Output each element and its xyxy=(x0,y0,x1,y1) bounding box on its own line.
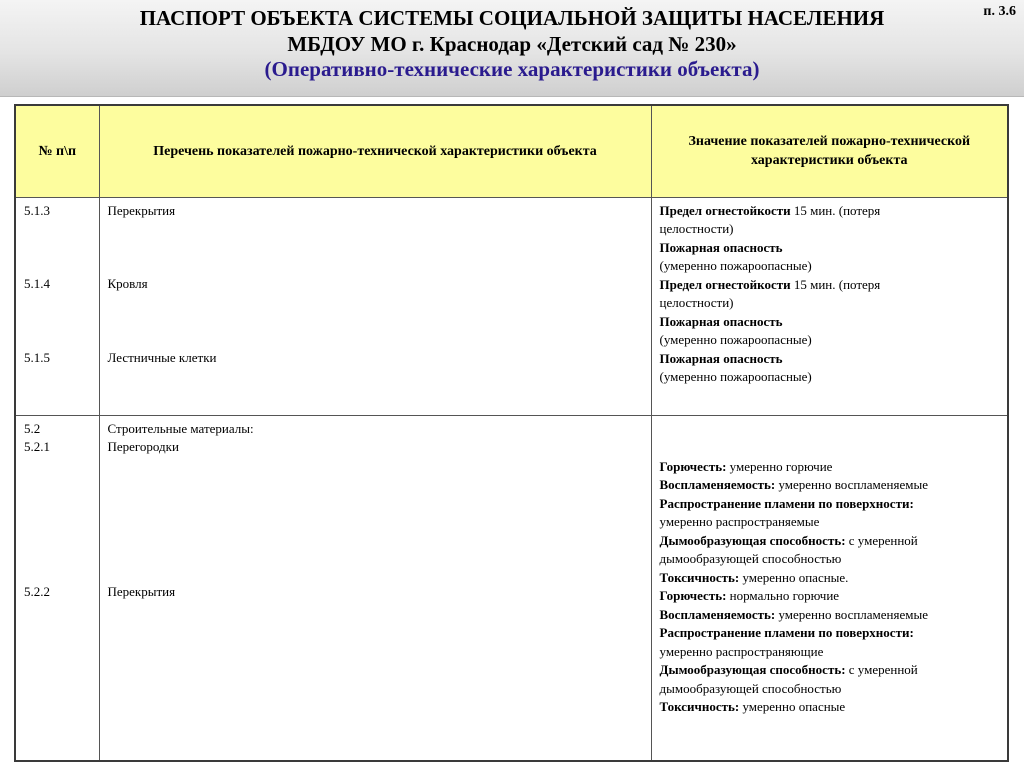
value-line xyxy=(660,532,1000,551)
value-line xyxy=(660,458,1000,477)
value-text: 15 мин. (потеря xyxy=(790,202,881,218)
characteristics-table xyxy=(14,104,1009,762)
slide-header xyxy=(0,0,1024,97)
value-text: умеренно опасные. xyxy=(739,569,849,585)
value-label: Пожарная опасность xyxy=(659,239,783,255)
indicator-name: Перекрытия xyxy=(107,202,176,218)
row-number: 5.1.4 xyxy=(24,276,50,291)
row-indicators-cell xyxy=(99,415,651,761)
value-label: Предел огнестойкости xyxy=(659,202,791,218)
value-text: умеренно воспламеняемые xyxy=(775,606,928,622)
indicator-name: Перегородки xyxy=(107,439,179,454)
organization-name: МБДОУ МО г. Краснодар «Детский сад № 230» xyxy=(287,32,737,56)
value-label: Распространение пламени по поверхности: xyxy=(659,495,914,511)
value-line xyxy=(660,202,1000,221)
col-header-indicator: Перечень показателей пожарно-технической характеристики объекта xyxy=(99,105,651,197)
row-number: 5.1.5 xyxy=(24,349,50,365)
row-number: 5.2.2 xyxy=(24,583,50,599)
value-text: с умеренной xyxy=(845,532,918,548)
row-number: 5.2 xyxy=(24,420,41,436)
col-header-number: № п\п xyxy=(15,105,99,197)
value-label: Дымообразующая способность: xyxy=(659,662,846,677)
value-text: 15 мин. (потеря xyxy=(790,276,881,292)
value-line: дымообразующей способностью xyxy=(659,680,842,696)
value-label: Воспламеняемость: xyxy=(659,606,776,622)
value-line: (умеренно пожароопасные) xyxy=(659,258,812,273)
value-line xyxy=(660,569,1000,588)
table-row xyxy=(15,197,1008,415)
table-row xyxy=(15,415,1008,761)
value-line: (умеренно пожароопасные) xyxy=(659,369,812,384)
value-text: умеренно опасные xyxy=(739,699,846,714)
table-header-row xyxy=(15,105,1008,197)
value-text: умеренно горючие xyxy=(726,458,833,474)
value-text: умеренно воспламеняемые xyxy=(775,477,928,492)
slide-number: п. 3.6 xyxy=(983,4,1016,19)
value-line: (умеренно пожароопасные) xyxy=(659,332,812,347)
row-numbers-cell xyxy=(15,197,99,415)
value-line xyxy=(660,606,1000,625)
value-line xyxy=(660,476,1000,495)
value-label: Горючесть: xyxy=(659,458,727,474)
row-values-cell xyxy=(651,415,1008,761)
value-label: Токсичность: xyxy=(659,699,740,714)
value-line: умеренно распространяемые xyxy=(659,514,820,529)
col-header-value: Значение показателей пожарно-технической характеристики объекта xyxy=(651,105,1008,197)
value-label: Дымообразующая способность: xyxy=(659,532,846,548)
row-indicators-cell xyxy=(99,197,651,415)
value-line xyxy=(660,661,1000,680)
value-label: Распространение пламени по поверхности: xyxy=(659,625,914,640)
value-text: нормально горючие xyxy=(726,588,840,603)
row-number: 5.1.3 xyxy=(24,202,50,218)
indicator-name: Строительные материалы: xyxy=(107,420,254,436)
indicator-name: Кровля xyxy=(107,276,148,291)
value-label: Горючесть: xyxy=(659,588,727,603)
value-text: с умеренной xyxy=(845,662,918,677)
value-label: Предел огнестойкости xyxy=(659,276,791,292)
value-line: целостности) xyxy=(659,221,734,236)
indicator-name: Лестничные клетки xyxy=(107,349,217,365)
value-label: Токсичность: xyxy=(659,569,740,585)
page-title: ПАСПОРТ ОБЪЕКТА СИСТЕМЫ СОЦИАЛЬНОЙ ЗАЩИТЫ НАСЕЛЕНИЯ xyxy=(139,6,885,30)
indicator-name: Перекрытия xyxy=(107,583,176,599)
value-line: умеренно распространяющие xyxy=(659,643,824,659)
value-label: Пожарная опасность xyxy=(659,313,783,329)
row-numbers-cell xyxy=(15,415,99,761)
row-values-cell xyxy=(651,197,1008,415)
value-line: целостности) xyxy=(659,295,734,310)
section-subtitle: (Оперативно-технические характеристики объекта) xyxy=(264,57,760,81)
value-label: Пожарная опасность xyxy=(659,350,783,366)
value-line: дымообразующей способностью xyxy=(659,551,842,566)
row-number: 5.2.1 xyxy=(24,439,50,454)
value-line xyxy=(660,276,1000,295)
value-line xyxy=(660,587,1000,606)
value-line xyxy=(660,698,1000,717)
value-label: Воспламеняемость: xyxy=(659,477,776,492)
